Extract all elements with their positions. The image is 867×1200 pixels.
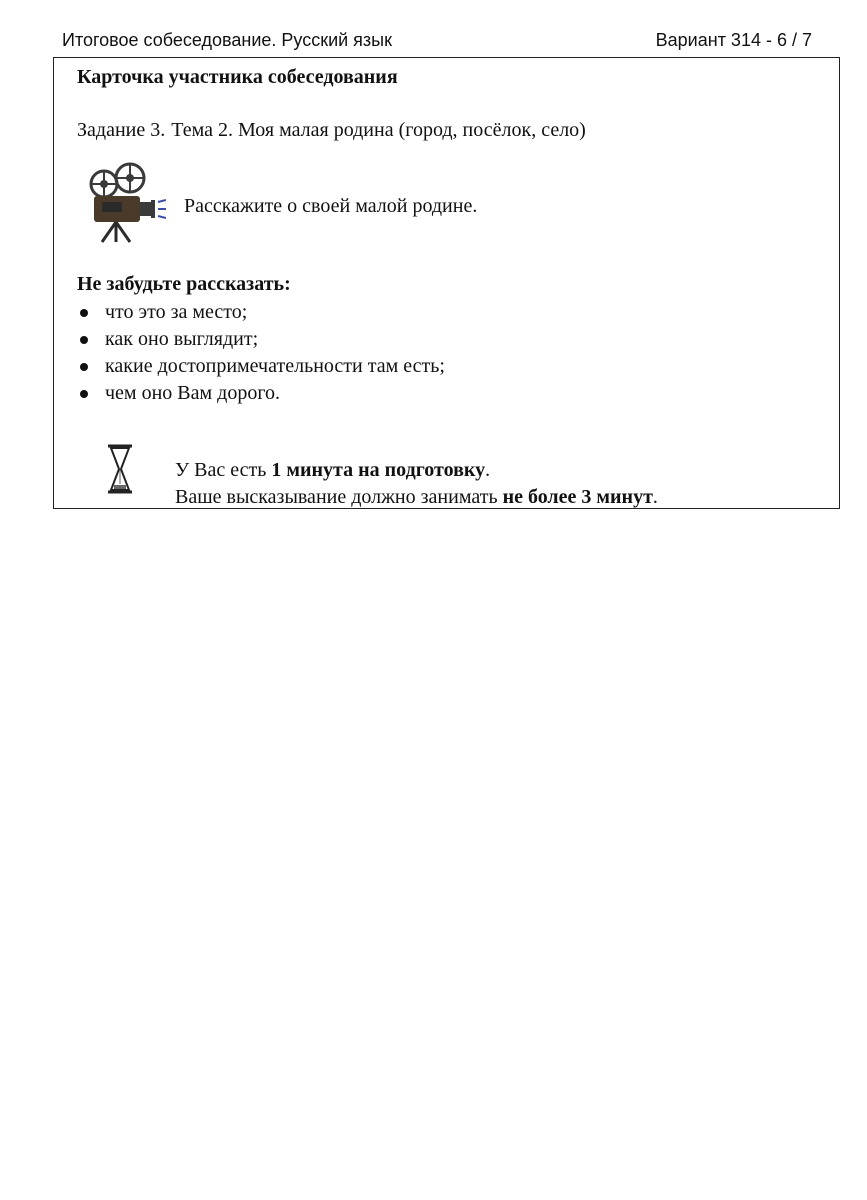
list-item: какие достопримечательности там есть;: [77, 353, 445, 380]
film-projector-icon: [82, 162, 166, 244]
remember-title: Не забудьте рассказать:: [77, 273, 291, 295]
answer-limit-line: Ваше высказывание должно занимать не более 3 минут.: [175, 486, 658, 508]
bullet-icon: [80, 309, 88, 317]
task-topic: Тема 2. Моя малая родина (город, посёлок, село): [171, 119, 586, 141]
remember-list: [77, 299, 445, 407]
list-item: что это за место;: [77, 299, 445, 326]
bullet-icon: [80, 336, 88, 344]
card-title: Карточка участника собеседования: [77, 66, 398, 88]
bullet-icon: [80, 390, 88, 398]
prep-time-line: У Вас есть 1 минута на подготовку.: [175, 459, 491, 481]
list-item: чем оно Вам дорого.: [77, 380, 445, 407]
task-label: Задание 3.: [77, 119, 166, 141]
bullet-icon: [80, 363, 88, 371]
participant-card: [53, 57, 840, 509]
hourglass-icon: [106, 444, 134, 494]
header-variant-page: Вариант 314 - 6 / 7: [655, 30, 812, 50]
header-exam-title: Итоговое собеседование. Русский язык: [62, 30, 392, 50]
page-header: [62, 30, 812, 56]
task-line: [77, 119, 586, 142]
time-info: [175, 457, 658, 511]
task-instruction: Расскажите о своей малой родине.: [184, 195, 478, 217]
list-item: как оно выглядит;: [77, 326, 445, 353]
